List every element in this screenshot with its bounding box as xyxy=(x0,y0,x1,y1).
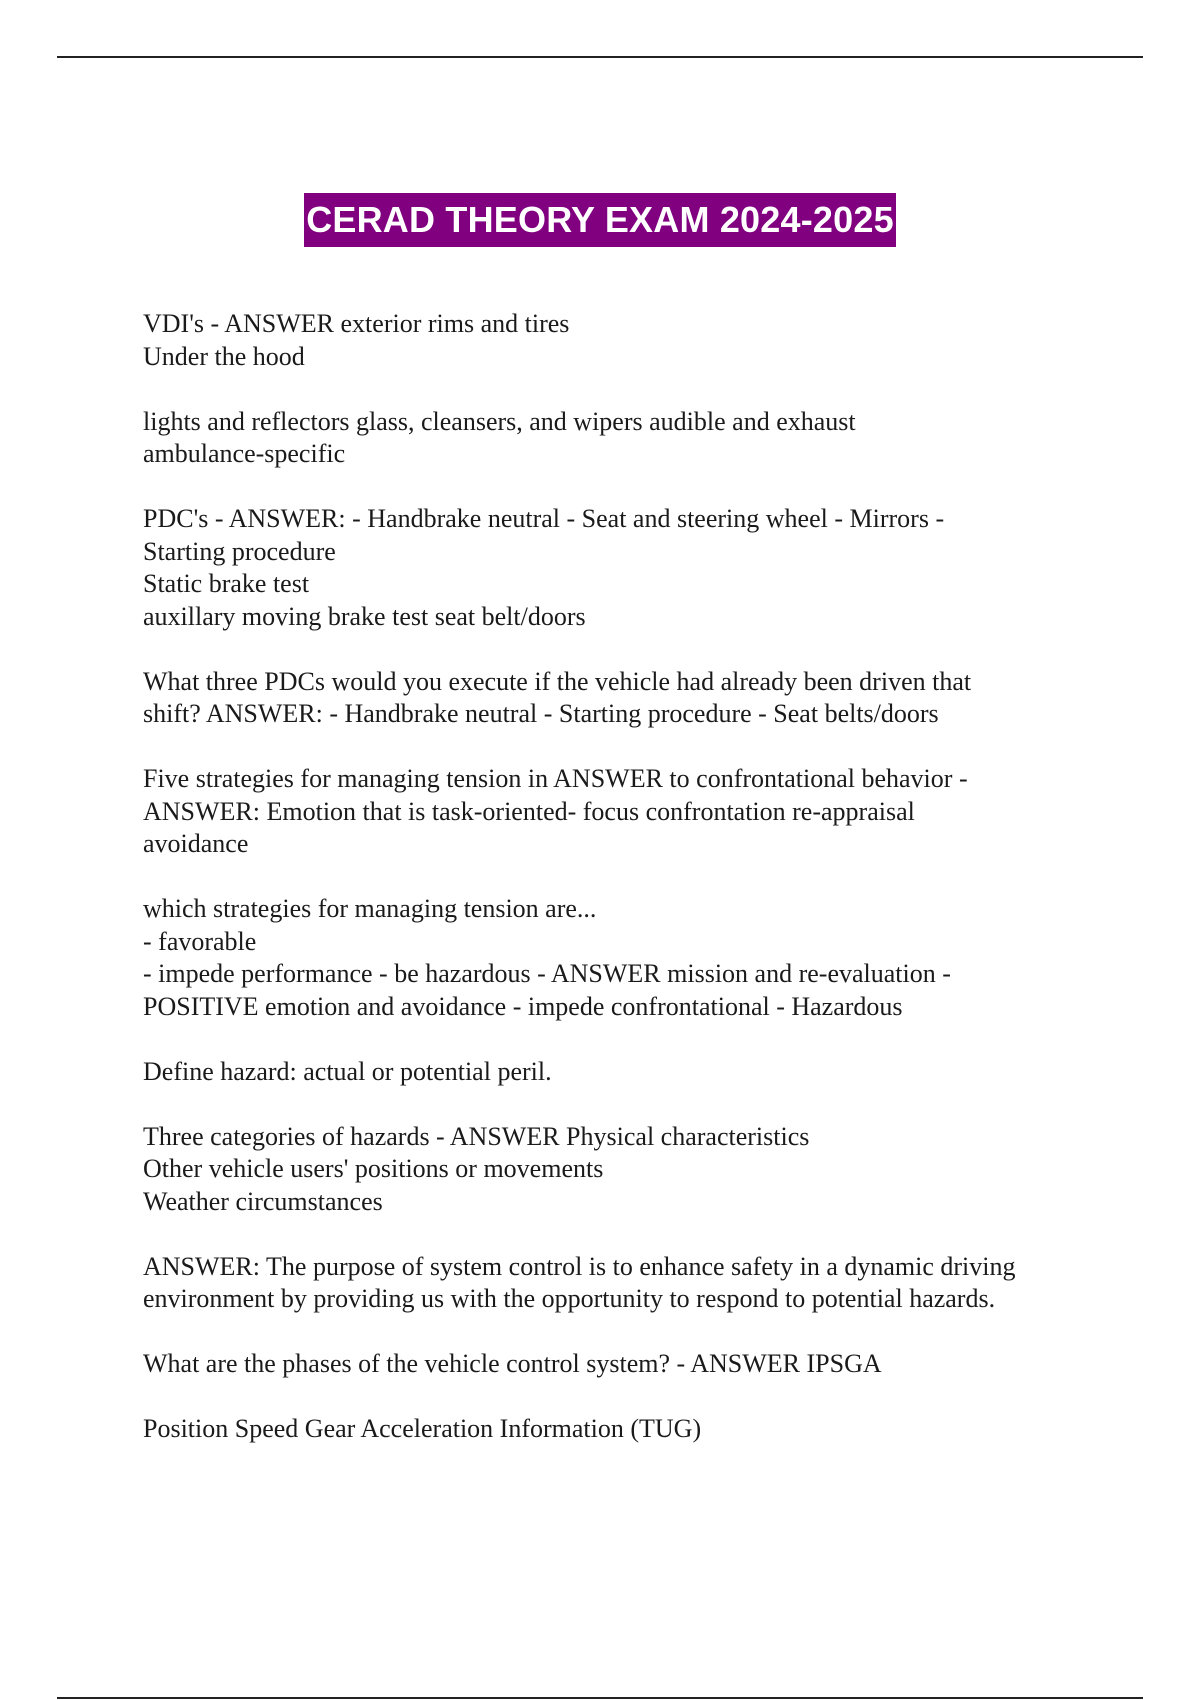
paragraph-line: What are the phases of the vehicle control system? - ANSWER IPSGA xyxy=(143,1349,882,1378)
qa-paragraph xyxy=(143,1413,1103,1446)
paragraph-line: What three PDCs would you execute if the vehicle had already been driven that xyxy=(143,666,972,696)
top-rule xyxy=(57,56,1143,58)
qa-paragraph xyxy=(143,1121,1103,1219)
paragraph-line: auxillary moving brake test seat belt/doors xyxy=(143,601,586,631)
paragraph-line: lights and reflectors glass, cleansers, and wipers audible and exhaust xyxy=(143,406,856,436)
paragraph-line: ANSWER: The purpose of system control is to enhance safety in a dynamic driving xyxy=(143,1251,1016,1281)
paragraph-line: Other vehicle users' positions or movements xyxy=(143,1154,604,1183)
qa-paragraph xyxy=(143,763,1103,861)
paragraph-line: which strategies for managing tension are... xyxy=(143,894,597,923)
paragraph-line: PDC's - ANSWER: - Handbrake neutral - Seat and steering wheel - Mirrors - xyxy=(143,504,945,533)
paragraph-line: environment by providing us with the opportunity to respond to potential hazards. xyxy=(143,1284,996,1313)
paragraph-line: Five strategies for managing tension in ANSWER to confrontational behavior - xyxy=(143,764,968,793)
qa-paragraph xyxy=(143,406,1103,471)
qa-paragraph xyxy=(143,1251,1103,1316)
paragraph-line: POSITIVE emotion and avoidance - impede confrontational - Hazardous xyxy=(143,991,903,1021)
paragraph-line: shift? ANSWER: - Handbrake neutral - Starting procedure - Seat belts/doors xyxy=(143,699,939,728)
paragraph-line: VDI's - ANSWER exterior rims and tires xyxy=(143,309,570,338)
qa-paragraph xyxy=(143,503,1103,633)
paragraph-line: - impede performance - be hazardous - ANSWER mission and re-evaluation - xyxy=(143,959,951,988)
paragraph-line: Position Speed Gear Acceleration Information (TUG) xyxy=(143,1414,702,1443)
bottom-rule xyxy=(57,1697,1143,1699)
paragraph-line: Three categories of hazards - ANSWER Physical characteristics xyxy=(143,1121,810,1151)
qa-paragraph xyxy=(143,1056,1103,1089)
qa-paragraph xyxy=(143,893,1103,1023)
document-body xyxy=(143,308,1103,1478)
title-container xyxy=(0,193,1200,247)
qa-paragraph xyxy=(143,308,1103,373)
paragraph-line: - favorable xyxy=(143,926,257,956)
paragraph-line: Starting procedure xyxy=(143,536,336,566)
document-title: CERAD THEORY EXAM 2024-2025 xyxy=(304,193,896,247)
qa-paragraph xyxy=(143,666,1103,731)
paragraph-line: Define hazard: actual or potential peril. xyxy=(143,1056,552,1086)
paragraph-line: avoidance xyxy=(143,829,249,858)
paragraph-line: ambulance-specific xyxy=(143,439,346,468)
paragraph-line: Under the hood xyxy=(143,341,305,371)
paragraph-line: ANSWER: Emotion that is task-oriented- focus confrontation re-appraisal xyxy=(143,796,915,826)
qa-paragraph xyxy=(143,1348,1103,1381)
paragraph-line: Static brake test xyxy=(143,569,310,598)
paragraph-line: Weather circumstances xyxy=(143,1186,383,1216)
